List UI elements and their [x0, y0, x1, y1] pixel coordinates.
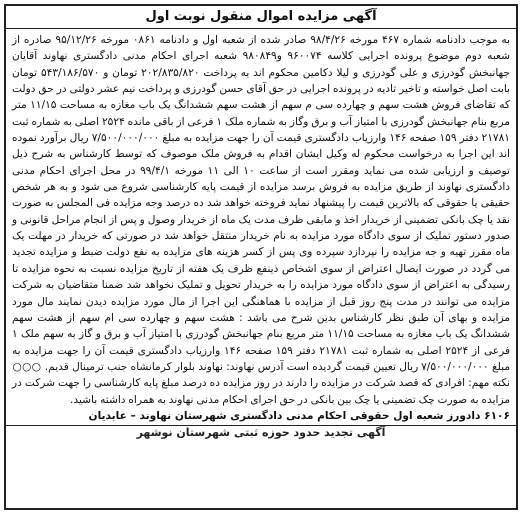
auction-notice: [4, 4, 518, 510]
notice-signature: ۶۱۰۶ دادورز شعبه اول حقوقی احکام مدنی دادگستری شهرستان نهاوند – عابدیان: [6, 408, 516, 426]
notice-title: آگهی مزایده اموال منقول نوبت اول: [6, 6, 516, 29]
next-notice-title: آگهی تجدید حدود حوزه ثبتی شهرستان نوشهر: [136, 425, 386, 439]
notice-body: به موجب دادنامه شماره ۴۶۷ مورخه ۹۸/۴/۲۶ صادر شده از شعبه اول و دادنامه ۰۸۶۱ مورخه ۹۵/۱۲/۲۶ صادره از شعبه دوم موضوع پرونده اجرایی کلاسه ۹۶۰۰۷۴ و۹۸۰۸۴۹ شعبه اجرای احکام مدنی دادگستری نهاوند آقایان جهانبخش گودرزی و علی گودرزی و لیلا دکامین محکوم اند به پرداخت ۲۰۲/۸۳۵/۸۲۰ تومان و ۵۴۳/۱۸۶/۵۷۰ تومان بابت اصل خواسته و تاخیر تادیه در پرونده اجرایی در حق آقای حسن گودرزی و پرداخت نیم عشر دولتی در حق دولت که تقاضای فروش هشت سهم و چهارده سی م سهم از هشت سهم ششدانگ یک باب مغازه به مساحت ۱۱/۱۵ متر مربع بنام جهانبخش گودرزی با امتیاز آب و برق وگاز به شماره ملک ۱ فرعی از باقی مانده ۲۵۲۴ اصلی به شماره ثبت ۲۱۷۸۱ دفتر ۱۵۹ صفحه ۱۴۶ وارزیاب دادگستری قیمت آن را جهت مزایده به مبلغ ۷/۵۰۰/۰۰۰/۰۰۰ ریال برآورد نموده اند این اجرا به درخواست محکوم له وکیل ایشان اقدام به فروش ملک موصوف که توسط کارشناس به شرح ذیل توصیف و ارزیابی شده می نماید ومقرر است از ساعت ۱۰ الی ۱۱ مورخه ۹۹/۴/۱ در محل اجرای احکام مدنی دادگستری نهاوند از طریق مزایده به فروش برسد مزایده از قیمت پایه کارشناسی شروع می شود و به هر شخص حقیقی یا حقوقی که بالاترین قیمت را پیشنهاد نماید فروخته خواهد شد ده درصد وجه مزایده فی المجلس به صورت نقد یا چک بانکی تضمینی از خریدار اخذ و مابقی ظرف مدت یک ماه از خریدار وصول و پس از انجام مراحل قانونی و صدور دستور تملیک از سوی دادگاه مورد مزایده به نام خریدار منتقل خواهد شد در صورتی که خریدار در مهلت یک ماه مقرر تهیه و جه مزایده را نپردازد سپرده وی پس از کسر هزینه های مزایده به نفع دولت ضبط و مزایده تجدید می گردد در صورت ایصال اعتراض از سوی اشخاص ذینفع ظرف یک هفته از تاریخ مزایده نسبت به نحوه مزایده تا رسیدگی به اعتراض از سوی دادگاه مورد مزایده را به خریدار تحویل و تملیک نخواهد شد ضمنا متقاضیان به شرکت مزایده می توانند در مدت پنج روز قبل از مزایده با هماهنگی این اجرا از مال مورد مزایده دیدن نمایند مال مورد مزایده و بهای آن طبق نظر کارشناس بدین شرح می باشد : هشت سهم و چهارده سی ام سهم از هشت سهم ششدانگ یک باب مغازه به مساحت ۱۱/۱۵ متر مربع بنام جهانبخش گودرزی با امتیاز آب و برق و گاز به سهم ملک ۱ فرعی از ۲۵۲۴ اصلی به شماره ثبت ۲۱۷۸۱ دفتر ۱۵۹ صفحه ۱۴۶ وارزیاب دادگستری قیمت آن را جهت مزایده به مبلغ ۷/۵۰۰/۰۰۰/۰۰۰ ریال تعیین قیمت گردیده است آدرس نهاوند: نهاوند بلوار کرمانشاه جنب ترمینال قدیم. ○○○ نکته مهم: افرادی که قصد شرکت در مزایده را دارند در روز مزایده ده درصد مبلغ پایه کارشناسی را جهت شرکت در مزایده به صورت چک تضمینی یا چک بین بانکی در حق اجرای احکام مدنی نهاوند به همراه داشته باشید.: [12, 34, 511, 406]
